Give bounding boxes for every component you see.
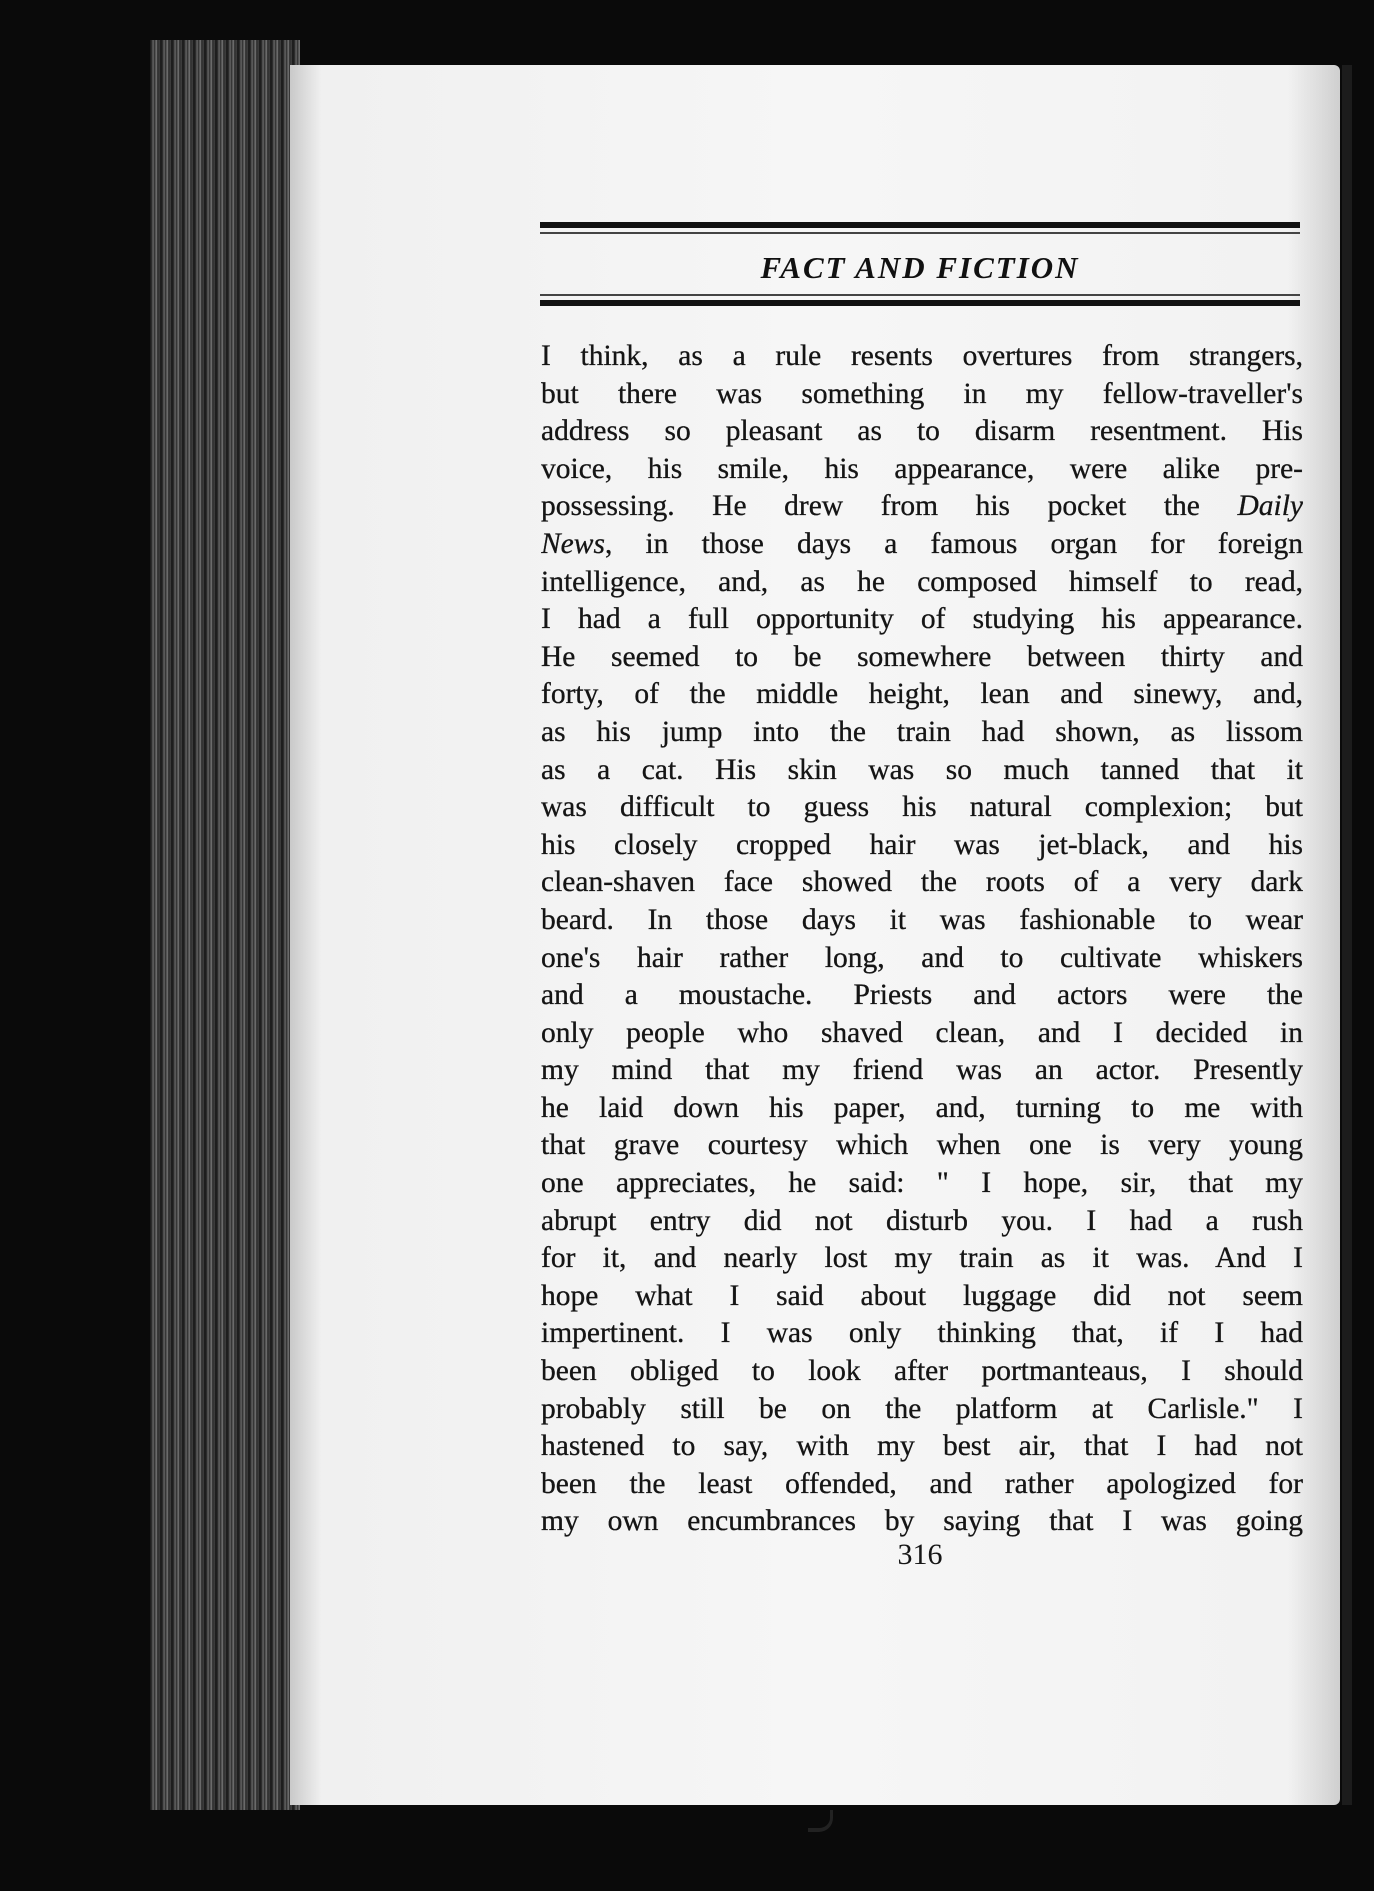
text-line xyxy=(541,413,1303,451)
text-span: been the least offended, and rather apologized for xyxy=(541,1467,1303,1500)
text-line xyxy=(541,488,1303,526)
text-span: I think, as a rule resents overtures from strangers, xyxy=(541,340,1303,372)
header-rule-bottom-thin xyxy=(540,294,1300,296)
header-rule-top-thin xyxy=(540,232,1300,234)
text-line xyxy=(541,752,1303,790)
page-edges xyxy=(150,40,300,1810)
body-text xyxy=(541,338,1303,1541)
text-span: but there was something in my fellow-traveller's xyxy=(541,377,1303,410)
text-span: he laid down his paper, and, turning to me with xyxy=(541,1091,1303,1124)
text-line xyxy=(541,1165,1303,1203)
text-span: clean-shaven face showed the roots of a very dark xyxy=(541,866,1303,899)
text-span: been obliged to look after portmanteaus, I should xyxy=(541,1355,1303,1388)
running-head: FACT AND FICTION xyxy=(760,250,1080,285)
text-line xyxy=(541,1240,1303,1278)
text-line xyxy=(541,789,1303,827)
text-span: voice, his smile, his appearance, were alike pre- xyxy=(541,452,1303,485)
text-line xyxy=(541,601,1303,639)
text-span: one's hair rather long, and to cultivate whiskers xyxy=(541,941,1303,974)
text-line xyxy=(541,1090,1303,1128)
header-rule-top xyxy=(540,222,1300,228)
text-span: address so pleasant as to disarm resentment. His xyxy=(541,415,1303,448)
text-line xyxy=(541,1503,1303,1541)
text-span: impertinent. I was only thinking that, if I had xyxy=(541,1317,1303,1350)
text-line xyxy=(541,451,1303,489)
text-line xyxy=(541,639,1303,677)
text-line xyxy=(541,977,1303,1015)
text-line xyxy=(541,1391,1303,1429)
page-right-edge xyxy=(1342,65,1352,1805)
text-span: my mind that my friend was an actor. Presently xyxy=(541,1054,1303,1087)
text-span: was difficult to guess his natural complexion; but xyxy=(541,791,1303,824)
text-span: He seemed to be somewhere between thirty and xyxy=(541,640,1303,673)
page-number: 316 xyxy=(897,1538,943,1571)
text-span: abrupt entry did not disturb you. I had a rush xyxy=(541,1204,1303,1237)
text-span: possessing. He drew from his pocket the xyxy=(541,490,1238,523)
text-span: , in those days a famous organ for foreign xyxy=(604,527,1303,560)
ink-mark xyxy=(808,1810,833,1832)
text-span: one appreciates, he said: " I hope, sir, that my xyxy=(541,1167,1303,1200)
text-line xyxy=(541,338,1303,376)
text-span: as his jump into the train had shown, as lissom xyxy=(541,715,1303,748)
text-line xyxy=(541,1466,1303,1504)
text-span: and a moustache. Priests and actors were the xyxy=(541,979,1303,1012)
text-line xyxy=(541,714,1303,752)
text-span: hope what I said about luggage did not seem xyxy=(541,1279,1303,1312)
text-span: I had a full opportunity of studying his appearance. xyxy=(541,603,1303,636)
text-line xyxy=(541,676,1303,714)
text-line xyxy=(541,902,1303,940)
text-span: forty, of the middle height, lean and sinewy, and, xyxy=(541,678,1303,711)
text-line xyxy=(541,564,1303,602)
text-line xyxy=(541,864,1303,902)
text-span: for it, and nearly lost my train as it was. And I xyxy=(541,1242,1303,1275)
text-line xyxy=(541,1315,1303,1353)
text-span: only people who shaved clean, and I decided in xyxy=(541,1016,1303,1049)
text-line xyxy=(541,1015,1303,1053)
text-span: probably still be on the platform at Carlisle." I xyxy=(541,1392,1303,1425)
text-line xyxy=(541,1278,1303,1316)
text-line xyxy=(541,1428,1303,1466)
page-header xyxy=(540,222,1300,306)
italic-text: News xyxy=(541,527,605,560)
text-span: beard. In those days it was fashionable to wear xyxy=(541,903,1303,936)
text-span: as a cat. His skin was so much tanned that it xyxy=(541,753,1303,786)
text-line xyxy=(541,1203,1303,1241)
italic-text: Daily xyxy=(1237,490,1303,523)
text-line xyxy=(541,827,1303,865)
text-line xyxy=(541,376,1303,414)
text-line xyxy=(541,940,1303,978)
text-line xyxy=(541,526,1303,564)
text-line xyxy=(541,1127,1303,1165)
text-span: hastened to say, with my best air, that I had not xyxy=(541,1430,1303,1463)
text-line xyxy=(541,1052,1303,1090)
text-span: that grave courtesy which when one is very young xyxy=(541,1129,1303,1162)
text-span: his closely cropped hair was jet-black, and his xyxy=(541,828,1303,861)
header-rule-bottom xyxy=(540,300,1300,306)
text-span: my own encumbrances by saying that I was going xyxy=(541,1505,1303,1538)
text-span: intelligence, and, as he composed himself to read, xyxy=(541,565,1303,598)
text-line xyxy=(541,1353,1303,1391)
